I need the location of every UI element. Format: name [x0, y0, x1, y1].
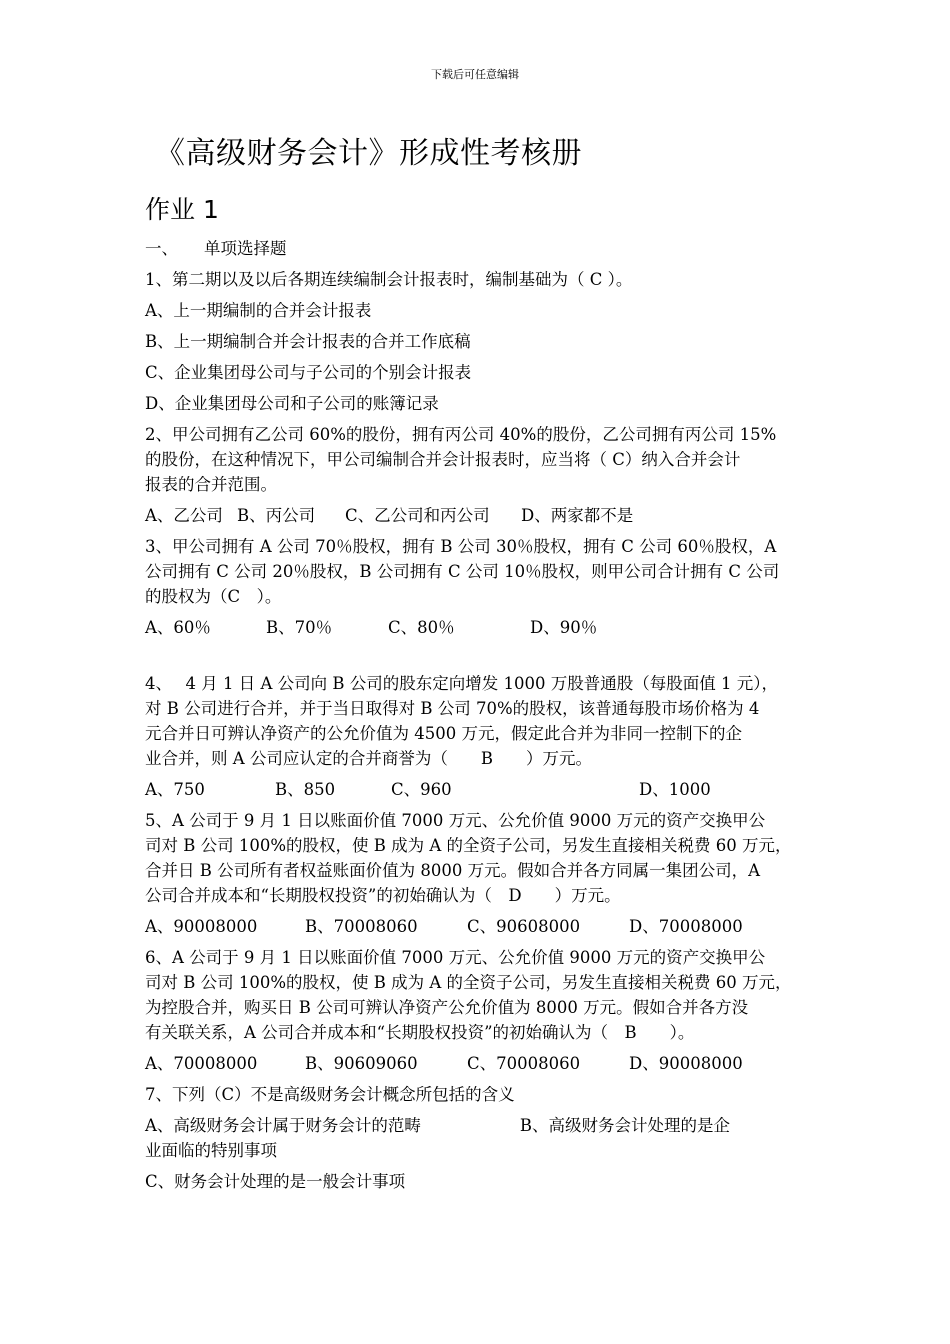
question-6-option-c: C、70008060 — [467, 1054, 581, 1073]
question-5-line: 司对 B 公司 100%的股权，使 B 成为 A 的全资子公司，另发生直接相关税费 60 万元， — [145, 836, 792, 855]
question-5-line: 公司合并成本和“长期股权投资”的初始确认为（ D ）万元。 — [145, 886, 621, 905]
question-5-option-a: A、90008000 — [145, 917, 258, 936]
question-7-option-line: A、高级财务会计属于财务会计的范畴 B、高级财务会计处理的是企 — [145, 1116, 731, 1135]
question-4-options — [145, 777, 825, 802]
question-2-option-a: A、乙公司 — [145, 506, 223, 525]
section-label: 单项选择题 — [204, 239, 287, 258]
question-2-option-c: C、乙公司和丙公司 — [345, 506, 490, 525]
question-7-text: 7、下列（C）不是高级财务会计概念所包括的含义 — [145, 1085, 515, 1104]
question-list — [145, 236, 825, 1200]
question-4-line: 对 B 公司进行合并，并于当日取得对 B 公司 70%的股权，该普通每股市场价格为 4 — [145, 699, 760, 718]
question-4-line: 业合并，则 A 公司应认定的合并商誉为（ B ）万元。 — [145, 749, 593, 768]
section-number: 一、 — [145, 239, 178, 258]
question-2-option-d: D、两家都不是 — [521, 506, 634, 525]
question-6-text — [145, 945, 825, 1045]
document-title: 《高级财务会计》形成性考核册 — [155, 136, 582, 171]
question-5-line: 合并日 B 公司所有者权益账面价值为 8000 万元。假如合并各方同属一集团公司，A — [145, 861, 761, 880]
question-5-options — [145, 914, 825, 939]
question-2-line: 报表的合并范围。 — [145, 475, 277, 494]
question-7-option-line: 业面临的特别事项 — [145, 1141, 277, 1160]
question-3-line: 3、甲公司拥有 A 公司 70％股权，拥有 B 公司 30％股权，拥有 C 公司 60％股权，A — [145, 537, 777, 556]
question-4-line: 4、 4 月 1 日 A 公司向 B 公司的股东定向增发 1000 万股普通股（每股面值 1 元）， — [145, 674, 778, 693]
question-5-line: 5、A 公司于 9 月 1 日以账面价值 7000 万元、公允价值 9000 万元的资产交换甲公 — [145, 811, 766, 830]
question-1-option-a: A、上一期编制的合并会计报表 — [145, 301, 372, 320]
question-4-option-a: A、750 — [145, 780, 205, 799]
question-6-line: 6、A 公司于 9 月 1 日以账面价值 7000 万元、公允价值 9000 万元的资产交换甲公 — [145, 948, 766, 967]
assignment-heading: 作业 1 — [145, 195, 219, 224]
question-3-text — [145, 534, 825, 609]
question-6-line: 为控股合并，购买日 B 公司可辨认净资产公允价值为 8000 万元。假如合并各方没 — [145, 998, 749, 1017]
question-6-line: 有关联关系，A 公司合并成本和“长期股权投资”的初始确认为（ B ）。 — [145, 1023, 695, 1042]
question-5-option-d: D、70008000 — [629, 917, 743, 936]
question-6-option-b: B、90609060 — [305, 1054, 418, 1073]
question-4-option-d: D、1000 — [639, 780, 711, 799]
question-2-text — [145, 422, 825, 497]
question-6-line: 司对 B 公司 100%的股权，使 B 成为 A 的全资子公司，另发生直接相关税费 60 万元， — [145, 973, 792, 992]
question-3-option-a: A、60％ — [145, 618, 211, 637]
question-1-text: 1、第二期以及以后各期连续编制会计报表时，编制基础为（ C ）。 — [145, 270, 633, 289]
question-1-option-c: C、企业集团母公司与子公司的个别会计报表 — [145, 363, 472, 382]
question-4-text — [145, 671, 825, 771]
question-2-line: 2、甲公司拥有乙公司 60%的股份，拥有丙公司 40%的股份，乙公司拥有丙公司 15% — [145, 425, 777, 444]
section-heading — [145, 236, 825, 261]
question-5-text — [145, 808, 825, 908]
question-6-option-a: A、70008000 — [145, 1054, 258, 1073]
question-4-line: 元合并日可辨认净资产的公允价值为 4500 万元，假定此合并为非同一控制下的企 — [145, 724, 742, 743]
question-1-option-b: B、上一期编制合并会计报表的合并工作底稿 — [145, 332, 471, 351]
question-7-option-c: C、财务会计处理的是一般会计事项 — [145, 1172, 406, 1191]
header-note: 下载后可任意编辑 — [431, 68, 519, 81]
question-4-option-c: C、960 — [391, 780, 452, 799]
question-7-options-ab — [145, 1113, 825, 1163]
spacer — [145, 646, 825, 671]
question-6-option-d: D、90008000 — [629, 1054, 743, 1073]
question-3-option-d: D、90％ — [530, 618, 598, 637]
question-2-line: 的股份，在这种情况下，甲公司编制合并会计报表时，应当将（ C）纳入合并会计 — [145, 450, 741, 469]
question-3-line: 的股权为（C ）。 — [145, 587, 282, 606]
question-4-option-b: B、850 — [275, 780, 336, 799]
question-2-options — [145, 503, 825, 528]
question-3-line: 公司拥有 C 公司 20％股权，B 公司拥有 C 公司 10％股权，则甲公司合计拥有 C 公司 — [145, 562, 780, 581]
question-6-options — [145, 1051, 825, 1076]
question-2-option-b: B、丙公司 — [237, 506, 316, 525]
question-5-option-c: C、90608000 — [467, 917, 581, 936]
question-3-option-b: B、70％ — [266, 618, 333, 637]
question-1-option-d: D、企业集团母公司和子公司的账簿记录 — [145, 394, 439, 413]
question-5-option-b: B、70008060 — [305, 917, 418, 936]
question-3-options — [145, 615, 825, 640]
question-3-option-c: C、80％ — [388, 618, 455, 637]
